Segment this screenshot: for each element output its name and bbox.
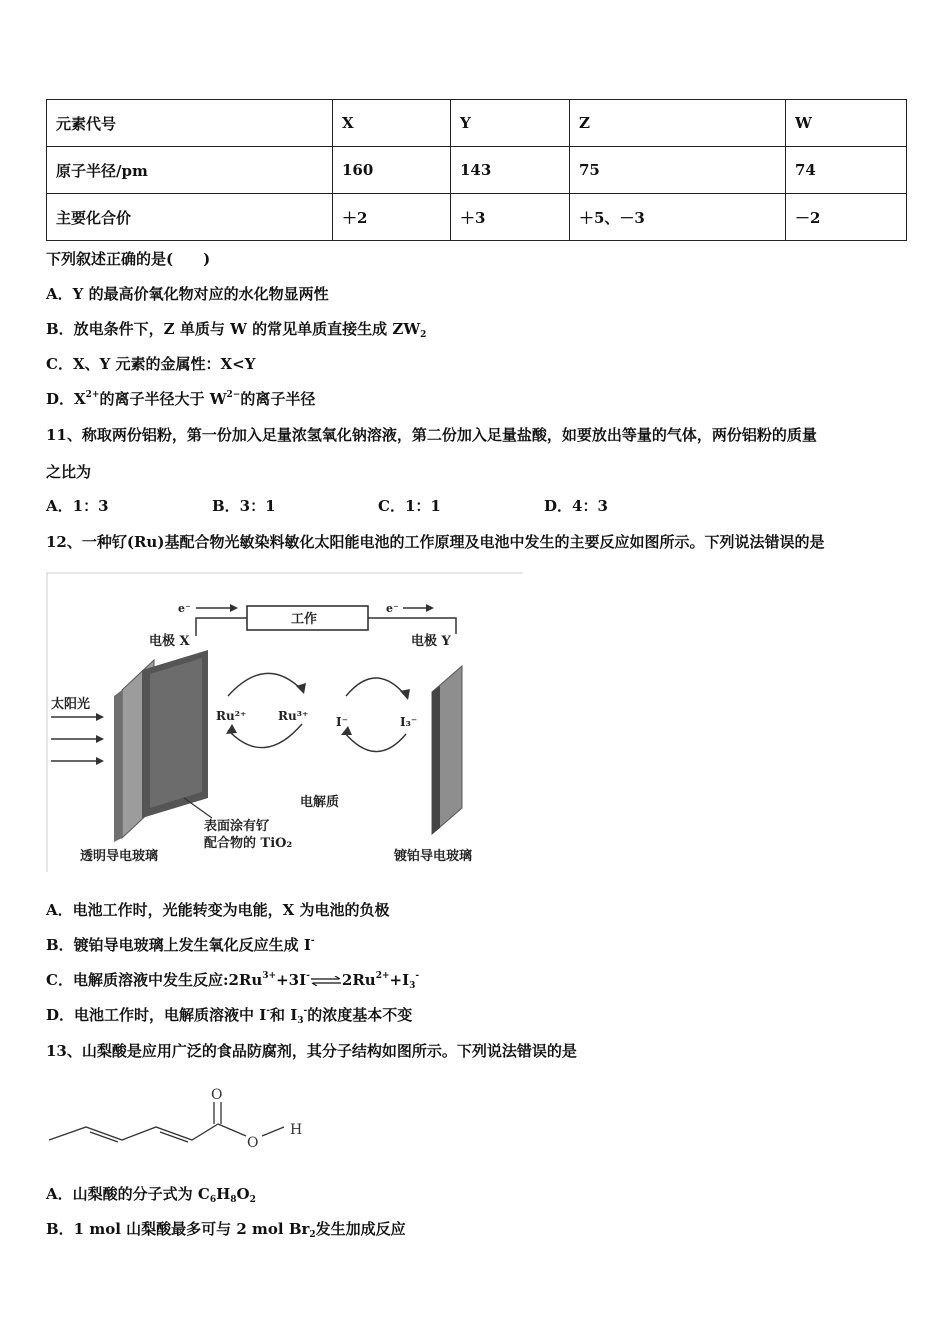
table-cell: ＋3 <box>451 194 570 241</box>
q11-stem-line2: 之比为 <box>46 463 92 481</box>
carbon-chain <box>49 1124 218 1140</box>
coating-label-2: 配合物的 TiO₂ <box>204 836 293 851</box>
subscript: 8 <box>230 1195 237 1205</box>
text: B．1 mol 山梨酸最多可与 2 mol Br <box>46 1220 310 1238</box>
text: A．山梨酸的分子式为 C <box>46 1185 210 1203</box>
electron-label-left: e⁻ <box>178 602 191 615</box>
q11-option-c: C．1：1 <box>378 497 441 515</box>
sorbic-acid-structure <box>46 1084 316 1154</box>
c-o-bond <box>218 1124 246 1136</box>
q12-option-d <box>46 1004 412 1026</box>
tio2-layer-highlight <box>150 658 202 808</box>
table-cell: 74 <box>786 147 907 194</box>
text: D．X <box>46 390 86 408</box>
left-glass-label: 透明导电玻璃 <box>80 849 159 864</box>
text: B．放电条件下，Z 单质与 W 的常见单质直接生成 ZW <box>46 320 421 338</box>
table-cell: 160 <box>333 147 451 194</box>
text: 的浓度基本不变 <box>307 1006 413 1024</box>
q11-option-a: A．1：3 <box>46 497 109 515</box>
atom-o-label: O <box>247 1135 259 1151</box>
q10-option-d <box>46 388 315 409</box>
o-h-bond <box>262 1127 284 1136</box>
electrode-y-label: 电极 Y <box>411 634 451 649</box>
q10-option-b <box>46 318 426 340</box>
table-row <box>47 100 907 147</box>
triiodide-label: I₃⁻ <box>400 715 418 729</box>
q13-option-b <box>46 1218 406 1240</box>
atom-o-label: O <box>211 1087 223 1103</box>
platinum-glass-face <box>432 686 440 834</box>
superscript: - <box>303 1006 308 1016</box>
table-cell: 主要化合价 <box>47 194 333 241</box>
table-cell: Y <box>451 100 570 147</box>
table-cell: 143 <box>451 147 570 194</box>
table-cell: X <box>333 100 451 147</box>
superscript: 2− <box>226 390 241 400</box>
superscript: 2+ <box>375 971 390 981</box>
q12-option-a: A．电池工作时，光能转变为电能，X 为电池的负极 <box>46 901 390 919</box>
table-cell: 原子半径/pm <box>47 147 333 194</box>
q11-option-b: B．3：1 <box>212 497 276 515</box>
superscript: - <box>266 1006 270 1016</box>
text: +3I <box>276 971 307 989</box>
table-row <box>47 194 907 241</box>
subscript: 2 <box>309 1230 316 1240</box>
superscript: 3+ <box>262 971 277 981</box>
electrode-x-label: 电极 X <box>149 634 190 649</box>
sunlight-label: 太阳光 <box>51 697 91 712</box>
superscript: - <box>306 971 310 981</box>
right-glass-label: 镀铂导电玻璃 <box>394 849 473 864</box>
text: 的离子半径 <box>240 390 316 408</box>
text: 的离子半径大于 W <box>99 390 227 408</box>
table-cell: ＋5、－3 <box>570 194 786 241</box>
q11-stem-line1: 11、称取两份铝粉，第一份加入足量浓氢氧化钠溶液，第二份加入足量盐酸，如要放出等量的气体，两份铝粉的质量 <box>46 426 817 444</box>
table-row <box>47 147 907 194</box>
text: B．镀铂导电玻璃上发生氧化反应生成 I <box>46 936 311 954</box>
q10-stem: 下列叙述正确的是( ) <box>46 250 211 268</box>
text: O <box>236 1185 250 1203</box>
element-table <box>46 99 907 241</box>
superscript: - <box>415 971 420 981</box>
glass-edge <box>114 690 122 842</box>
q12-option-b <box>46 934 315 955</box>
superscript: - <box>310 936 315 946</box>
electron-label-right: e⁻ <box>386 602 399 615</box>
q10-option-c: C．X、Y 元素的金属性：X<Y <box>46 355 256 373</box>
table-cell: －2 <box>786 194 907 241</box>
text: C．电解质溶液中发生反应:2Ru <box>46 971 263 989</box>
q11-option-d: D．4：3 <box>544 497 608 515</box>
q13-option-a <box>46 1183 256 1205</box>
q13-stem: 13、山梨酸是应用广泛的食品防腐剂，其分子结构如图所示。下列说法错误的是 <box>46 1042 577 1060</box>
table-cell: W <box>786 100 907 147</box>
text: +I <box>389 971 410 989</box>
subscript: 3 <box>297 1016 304 1026</box>
ru3-label: Ru³⁺ <box>278 709 309 723</box>
text: 2Ru <box>341 971 376 989</box>
q10-option-a: A．Y 的最高价氧化物对应的水化物显两性 <box>46 285 329 303</box>
subscript: 2 <box>420 330 427 340</box>
subscript: 2 <box>249 1195 256 1205</box>
text: H <box>216 1185 231 1203</box>
q12-option-c <box>46 969 419 991</box>
superscript: 2+ <box>85 390 100 400</box>
iodide-label: I⁻ <box>336 715 348 729</box>
table-cell: Z <box>570 100 786 147</box>
atom-h-label: H <box>290 1122 303 1138</box>
equilibrium-arrow-icon <box>310 976 342 986</box>
electrolyte-label: 电解质 <box>300 795 340 810</box>
ru2-label: Ru²⁺ <box>216 709 247 723</box>
q11-options <box>46 495 710 516</box>
table-cell: 75 <box>570 147 786 194</box>
text: D．电池工作时，电解质溶液中 I <box>46 1006 267 1024</box>
table-cell: ＋2 <box>333 194 451 241</box>
table-cell: 元素代号 <box>47 100 333 147</box>
text: 发生加成反应 <box>315 1220 406 1238</box>
subscript: 6 <box>209 1195 217 1205</box>
coating-label-1: 表面涂有钌 <box>204 819 270 834</box>
subscript: 3 <box>409 981 416 991</box>
solar-cell-diagram <box>46 572 524 874</box>
q12-stem: 12、一种钌(Ru)基配合物光敏染料敏化太阳能电池的工作原理及电池中发生的主要反应如图所示。下列说法错误的是 <box>46 533 825 551</box>
work-label: 工作 <box>291 612 318 627</box>
text: 和 I <box>270 1006 298 1024</box>
